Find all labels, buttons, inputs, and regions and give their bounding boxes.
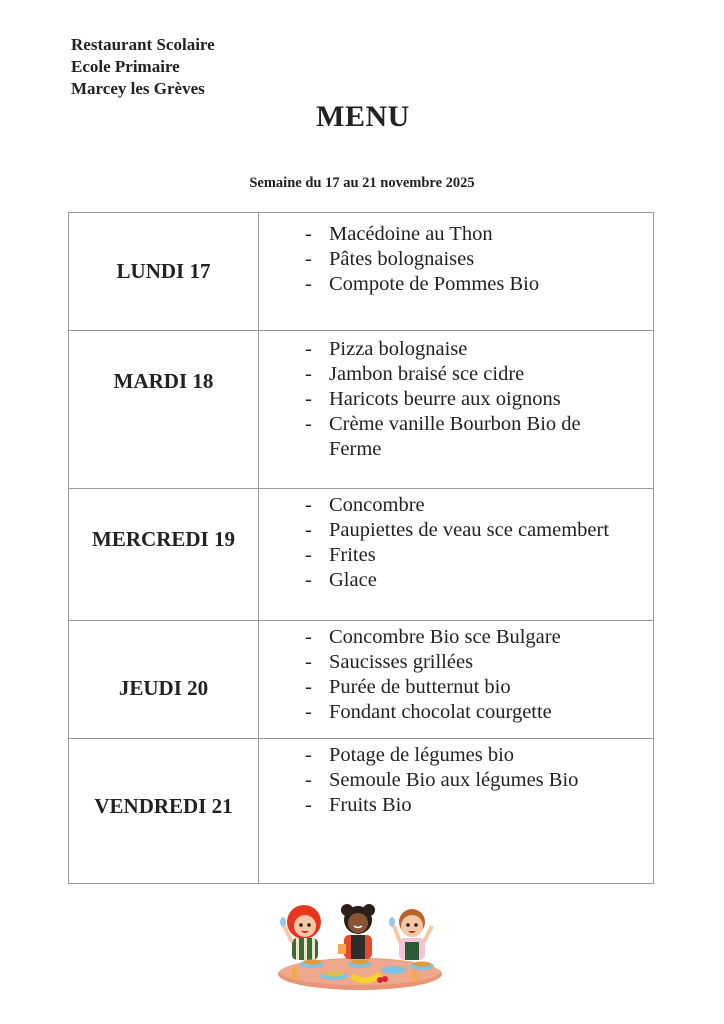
- dish-item: - Saucisses grillées: [305, 650, 643, 675]
- day-label: MERCREDI 19: [69, 489, 259, 621]
- table-row-thursday: [69, 621, 654, 739]
- dish-list: [259, 337, 643, 462]
- dish-item: - Potage de légumes bio: [305, 743, 643, 768]
- dish-item: - Pâtes bolognaises: [305, 247, 643, 272]
- school-header: [71, 34, 215, 100]
- kid-middle: [338, 904, 375, 959]
- dish-list: [259, 222, 643, 297]
- dish-item: - Concombre: [305, 493, 643, 518]
- dish-item: - Purée de butternut bio: [305, 675, 643, 700]
- dish-list: [259, 743, 643, 818]
- dish-item: - Frites: [305, 543, 643, 568]
- kid-right: [389, 909, 432, 960]
- children-eating-illustration-icon: [272, 898, 448, 994]
- dish-cell: [259, 621, 654, 739]
- dish-item: - Haricots beurre aux oignons: [305, 387, 643, 412]
- table-row-friday: [69, 739, 654, 884]
- dish-item: - Concombre Bio sce Bulgare: [305, 625, 643, 650]
- dish-cell: [259, 739, 654, 884]
- table-row-wednesday: [69, 489, 654, 621]
- day-label: VENDREDI 21: [69, 739, 259, 884]
- header-line-school: Ecole Primaire: [71, 57, 180, 76]
- header-line-restaurant: Restaurant Scolaire: [71, 35, 215, 54]
- dish-item: - Crème vanille Bourbon Bio de Ferme: [305, 412, 643, 462]
- dish-list: [259, 493, 643, 593]
- dish-item: - Pizza bolognaise: [305, 337, 643, 362]
- page-title: [0, 100, 724, 134]
- dish-item: - Compote de Pommes Bio: [305, 272, 643, 297]
- dish-item: - Macédoine au Thon: [305, 222, 643, 247]
- dish-cell: [259, 489, 654, 621]
- day-label: JEUDI 20: [69, 621, 259, 739]
- dish-list: [259, 625, 643, 725]
- day-label: MARDI 18: [69, 331, 259, 489]
- dish-item: - Jambon braisé sce cidre: [305, 362, 643, 387]
- menu-table: [68, 212, 654, 884]
- day-label: LUNDI 17: [69, 213, 259, 331]
- week-subtitle: Semaine du 17 au 21 novembre 2025: [249, 175, 475, 191]
- dish-item: - Paupiettes de veau sce camembert: [305, 518, 643, 543]
- kid-left: [280, 905, 321, 960]
- dish-cell: [259, 213, 654, 331]
- table-row-monday: [69, 213, 654, 331]
- header-line-town: Marcey les Grèves: [71, 79, 205, 98]
- dish-cell: [259, 331, 654, 489]
- dish-item: - Semoule Bio aux légumes Bio: [305, 768, 643, 793]
- dish-item: - Fondant chocolat courgette: [305, 700, 643, 725]
- title-text: MENU: [316, 100, 410, 133]
- table-row-tuesday: [69, 331, 654, 489]
- dish-item: - Glace: [305, 568, 643, 593]
- dish-item: - Fruits Bio: [305, 793, 643, 818]
